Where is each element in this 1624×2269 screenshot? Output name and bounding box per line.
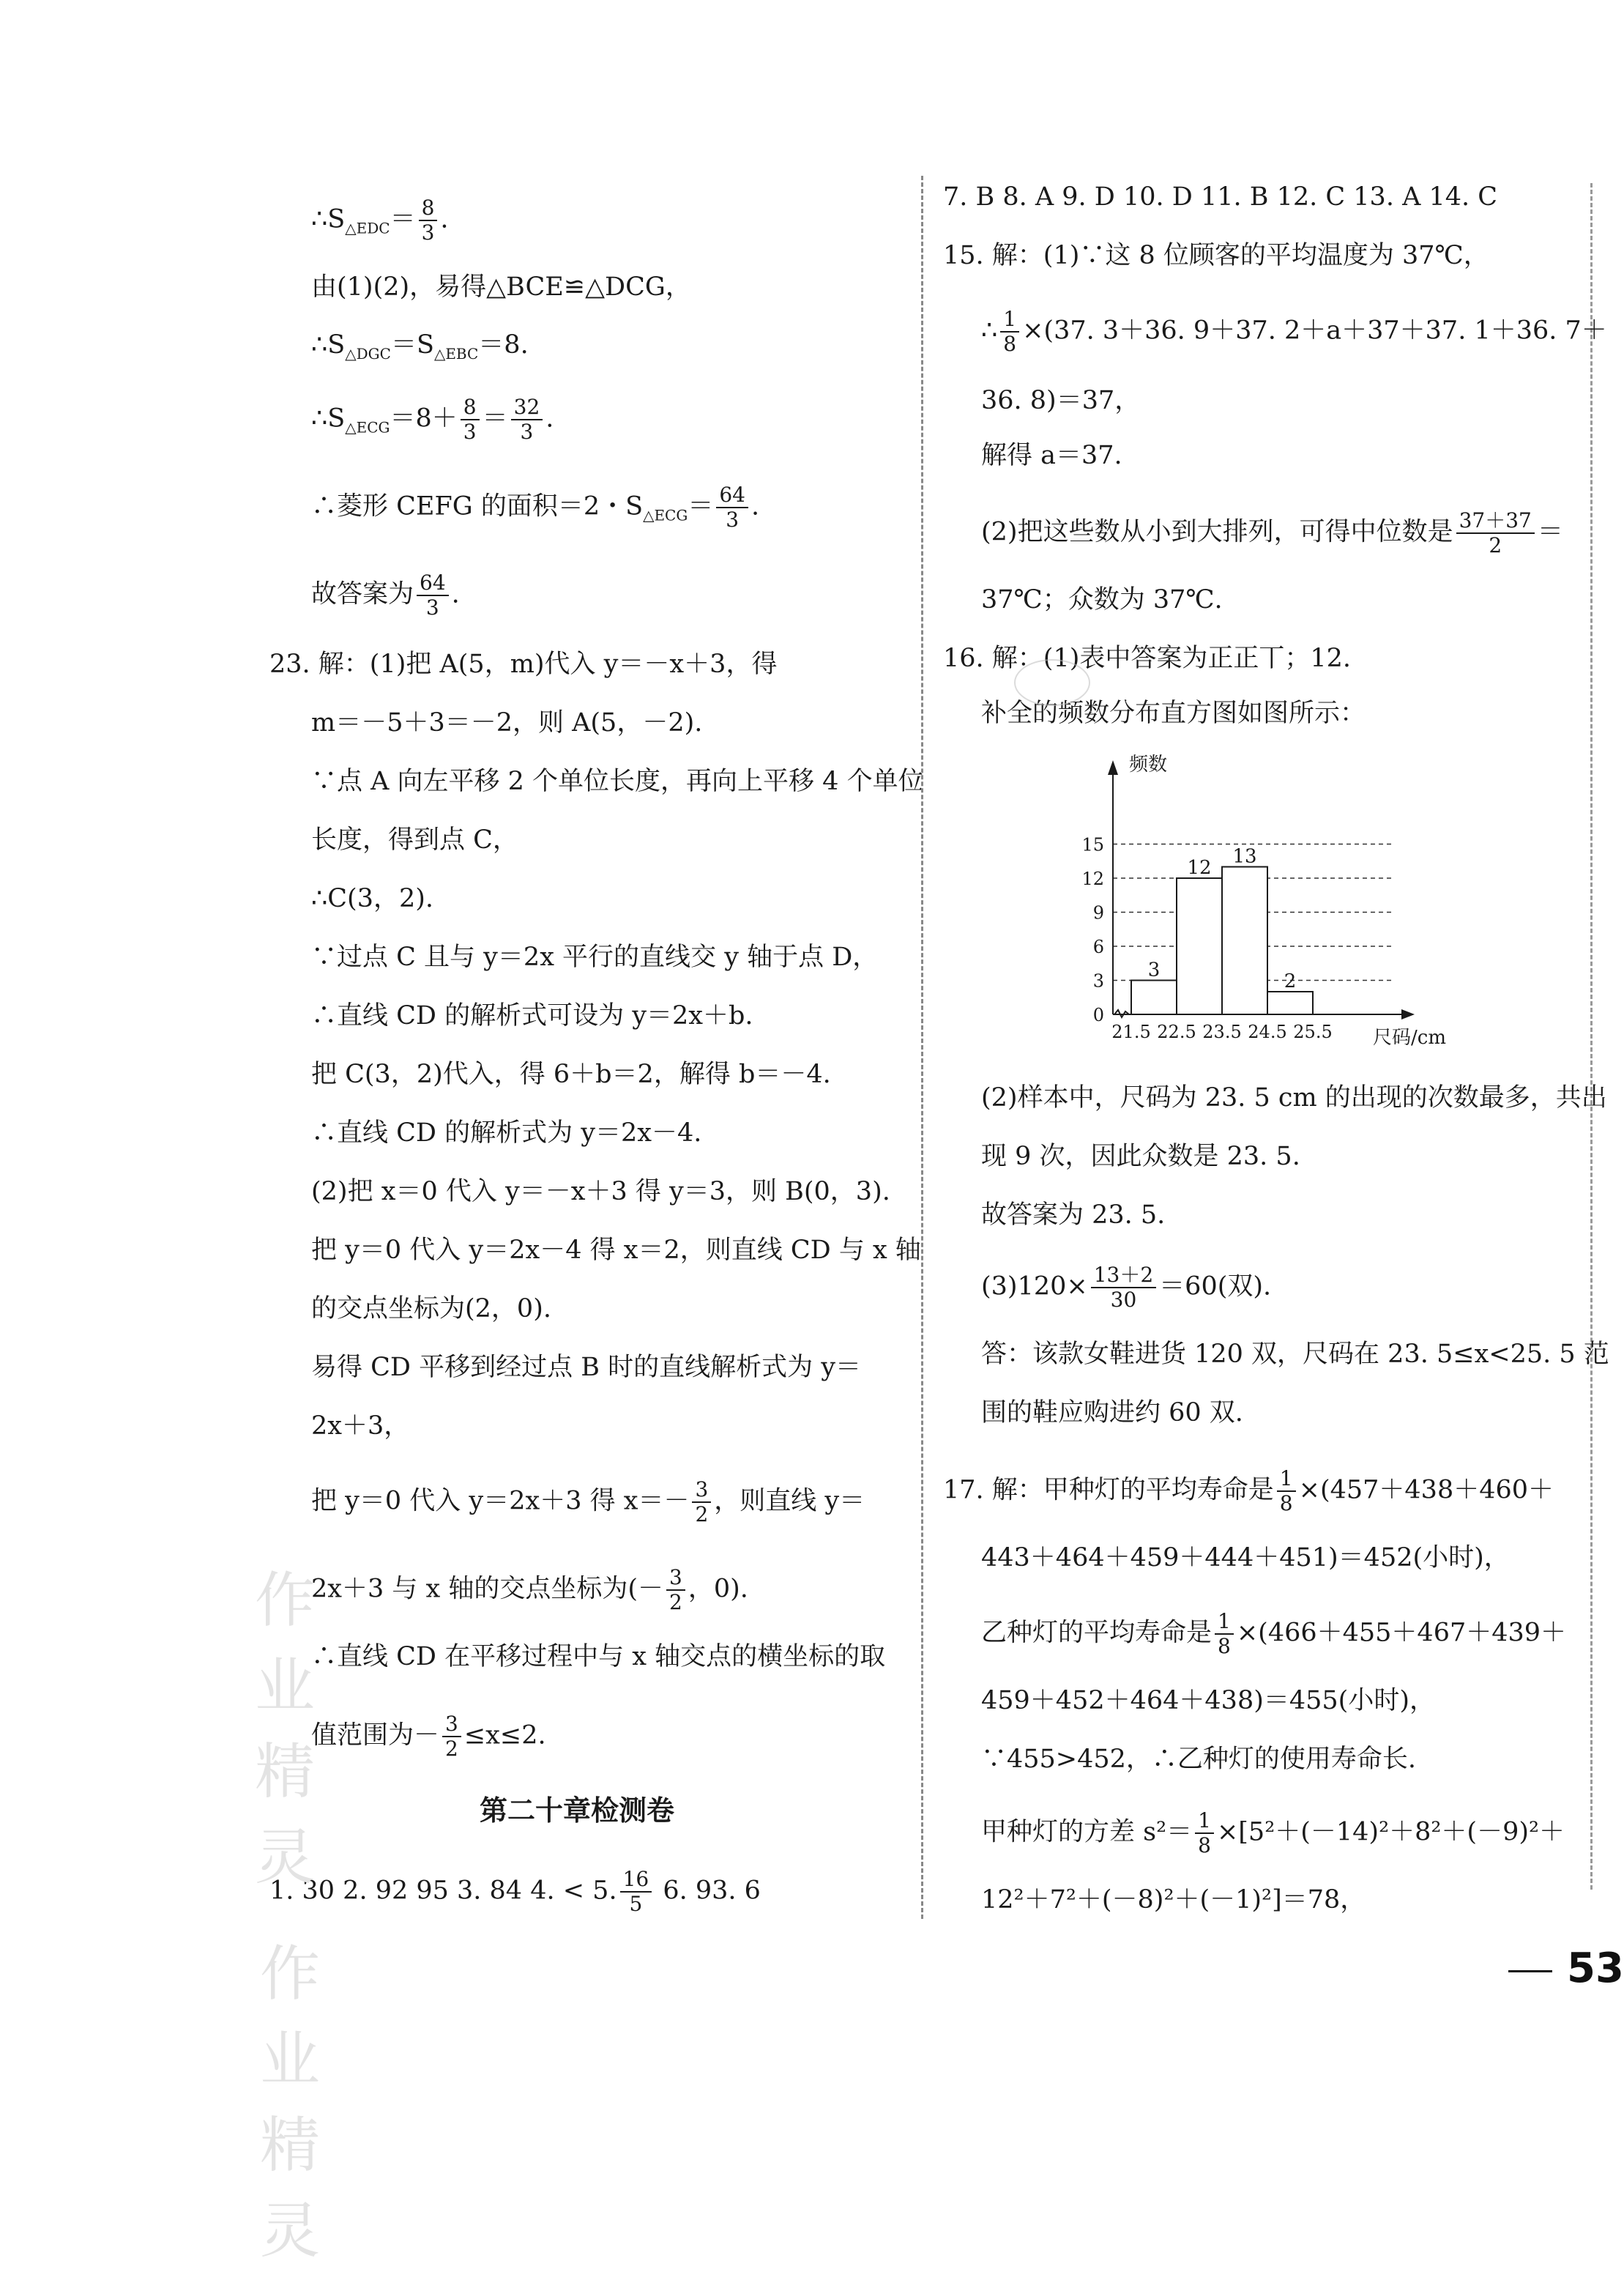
q16-line-5: 故答案为 23. 5. (981, 1200, 1166, 1230)
x-tick-label: 21.5 (1111, 1022, 1151, 1042)
histogram-bar (1267, 992, 1313, 1014)
text: ＝8＋ (390, 404, 458, 434)
numerator: 64 (417, 571, 449, 596)
q16-line-7: 答：该款女鞋进货 120 双，尺码在 23. 5≤x<25. 5 范 (981, 1340, 1609, 1369)
q17-line-1 (943, 1467, 1554, 1515)
numerator: 1 (1000, 308, 1019, 333)
q23-line-1: 23. 解：(1)把 A(5，m)代入 y＝－x＋3，得 (269, 650, 778, 679)
text: ＝S (390, 330, 434, 360)
fraction (1277, 1467, 1296, 1515)
q16-line-3: (2)样本中，尺码为 23. 5 cm 的出现的次数最多，共出 (981, 1083, 1607, 1113)
q23-line-4: 长度，得到点 C， (311, 825, 518, 855)
text: (2)把这些数从小到大排列，可得中位数是 (981, 517, 1453, 547)
q23-line-14: 2x＋3， (311, 1411, 410, 1441)
watermark: 作业精灵 (255, 1566, 326, 1893)
text: ＝8. (478, 330, 529, 360)
numerator: 1 (1277, 1467, 1296, 1492)
denominator: 3 (726, 508, 740, 532)
text: ×(457＋438＋460＋ (1298, 1475, 1554, 1505)
numerator: 8 (419, 196, 438, 221)
chapter-title: 第二十章检测卷 (480, 1794, 675, 1827)
faint-stamp (1014, 659, 1090, 706)
fraction (1456, 509, 1535, 557)
q17-line-7: 12²＋7²＋(－8)²＋(－1)²]＝78， (981, 1885, 1366, 1915)
q23-line-8: 把 C(3，2)代入，得 6＋b＝2，解得 b＝－4. (311, 1060, 831, 1089)
y-tick-label: 3 (1092, 970, 1104, 992)
text: ∴ (981, 316, 998, 346)
x-axis-title: 尺码/cm (1373, 1027, 1446, 1049)
line-s-ecg (311, 396, 554, 445)
text: 故答案为 (311, 579, 414, 609)
text: ，0). (688, 1574, 748, 1604)
denominator: 2 (1489, 533, 1502, 557)
x-tick-label: 25.5 (1293, 1022, 1333, 1042)
denominator: 8 (1198, 1833, 1211, 1857)
q23-line-13: 易得 CD 平移到经过点 B 时的直线解析式为 y＝ (311, 1353, 861, 1382)
text: . (545, 404, 554, 434)
subscript: △EBC (433, 345, 479, 363)
text: ＝ (482, 404, 508, 434)
q16-line-8: 围的鞋应购进约 60 双. (981, 1398, 1243, 1427)
q15-line-1: 15. 解：(1)∵这 8 位顾客的平均温度为 37℃， (943, 241, 1489, 270)
text: . (751, 491, 760, 521)
denominator: 3 (421, 220, 435, 245)
text: ∴S (311, 330, 346, 360)
text: ×(466＋455＋467＋439＋ (1236, 1618, 1567, 1648)
chapter-answers-line (269, 1868, 761, 1916)
text: ∴S (311, 404, 346, 434)
line-s-edc (311, 196, 449, 246)
denominator: 8 (1218, 1634, 1231, 1658)
q15-line-6: 37℃；众数为 37℃. (981, 585, 1223, 614)
x-tick-label: 23.5 (1202, 1022, 1242, 1042)
y-tick-label: 12 (1081, 869, 1104, 889)
y-axis-arrow (1108, 760, 1118, 775)
subscript: △DGC (345, 345, 391, 363)
text: (3)120× (981, 1271, 1088, 1301)
q23-line-12: 的交点坐标为(2，0). (311, 1294, 551, 1323)
fraction (716, 483, 748, 532)
y-tick-label: 0 (1092, 1005, 1104, 1025)
denominator: 2 (669, 1590, 682, 1614)
page-number-dash (1508, 1970, 1552, 1972)
fraction (511, 396, 543, 444)
bar-value-label: 12 (1187, 857, 1212, 879)
text: ∴菱形 CEFG 的面积＝2・S (311, 491, 644, 521)
line-congruent: 由(1)(2)，易得△BCE≌△DCG， (311, 272, 691, 302)
q16-line-6 (981, 1263, 1271, 1312)
q23-line-5: ∴C(3，2). (311, 884, 434, 913)
fraction (1195, 1809, 1214, 1857)
q16-line-1: 16. 解：(1)表中答案为正正丅；12. (943, 644, 1352, 673)
q23-line-11: 把 y＝0 代入 y＝2x－4 得 x＝2，则直线 CD 与 x 轴 (311, 1236, 921, 1265)
fraction (417, 571, 449, 620)
x-tick-label: 22.5 (1157, 1022, 1196, 1042)
text: 把 y＝0 代入 y＝2x＋3 得 x＝－ (311, 1486, 690, 1516)
q15-line-2 (981, 308, 1607, 356)
q23-line-7: ∴直线 CD 的解析式可设为 y＝2x＋b. (311, 1001, 753, 1030)
q16-line-4: 现 9 次，因此众数是 23. 5. (981, 1142, 1300, 1171)
fraction (666, 1566, 685, 1614)
fraction (1091, 1263, 1156, 1312)
text: ＝ (688, 491, 714, 521)
numerator: 1 (1195, 1809, 1214, 1834)
page-number: 53 (1567, 1945, 1624, 1992)
q17-line-6 (981, 1809, 1565, 1857)
q15-line-4: 解得 a＝37. (981, 441, 1122, 470)
frequency-histogram (1062, 747, 1446, 1062)
fraction (419, 196, 438, 245)
q23-line-15 (311, 1478, 865, 1526)
subscript: △ECG (643, 506, 688, 524)
text: 甲种灯的方差 s²＝ (981, 1817, 1193, 1847)
numerator: 13＋2 (1091, 1263, 1156, 1288)
text: 2x＋3 与 x 轴的交点坐标为(－ (311, 1574, 664, 1604)
multiple-choice-answers: 7. B 8. A 9. D 10. D 11. B 12. C 13. A 14. C (943, 182, 1498, 212)
histogram-bar (1222, 867, 1267, 1015)
line-answer-64-3 (311, 571, 460, 620)
denominator: 2 (695, 1502, 709, 1526)
y-tick-label: 15 (1081, 834, 1104, 855)
numerator: 1 (1215, 1610, 1234, 1635)
text: 1. 30 2. 92 95 3. 84 4. < 5. (269, 1876, 617, 1906)
subscript: △ECG (345, 418, 390, 437)
text: ＝ (390, 204, 416, 234)
q17-line-2: 443＋464＋459＋444＋451)＝452(小时)， (981, 1543, 1510, 1572)
line-rhombus-area (311, 483, 759, 533)
text: . (440, 204, 449, 234)
denominator: 3 (463, 420, 477, 444)
q15-line-5 (981, 509, 1563, 557)
x-tick-label: 24.5 (1248, 1022, 1287, 1042)
fraction (461, 396, 480, 444)
numerator: 3 (692, 1478, 711, 1503)
fraction (442, 1712, 461, 1761)
bar-value-label: 13 (1232, 845, 1257, 868)
q23-line-17: ∴直线 CD 在平移过程中与 x 轴交点的横坐标的取 (311, 1642, 886, 1671)
numerator: 32 (511, 396, 543, 420)
denominator: 8 (1003, 332, 1017, 356)
q23-line-2: m＝－5＋3＝－2，则 A(5，－2). (311, 708, 703, 738)
denominator: 2 (445, 1737, 458, 1761)
denominator: 5 (629, 1892, 643, 1916)
text: ×[5²＋(－14)²＋8²＋(－9)²＋ (1216, 1817, 1565, 1847)
histogram-bar (1177, 878, 1222, 1014)
q23-line-18 (311, 1712, 546, 1761)
text: 17. 解：甲种灯的平均寿命是 (943, 1475, 1274, 1505)
text: ＝ (1537, 517, 1563, 547)
q17-line-5: ∵455>452，∴乙种灯的使用寿命长. (981, 1745, 1417, 1774)
q17-line-3 (981, 1610, 1566, 1658)
denominator: 3 (425, 595, 439, 620)
q23-line-3: ∵点 A 向左平移 2 个单位长度，再向上平移 4 个单位 (311, 767, 924, 796)
denominator: 3 (520, 420, 534, 444)
q23-line-10: (2)把 x＝0 代入 y＝－x＋3 得 y＝3，则 B(0，3). (311, 1177, 890, 1206)
text: ×(37. 3＋36. 9＋37. 2＋a＋37＋37. 1＋36. 7＋ (1022, 316, 1607, 346)
text: ＝60(双). (1159, 1271, 1272, 1301)
q23-line-6: ∵过点 C 且与 y＝2x 平行的直线交 y 轴于点 D， (311, 943, 879, 972)
q16-line-2: 补全的频数分布直方图如图所示： (981, 699, 1366, 728)
subscript: △EDC (345, 219, 390, 237)
text: 6. 93. 6 (655, 1876, 761, 1906)
text: . (451, 579, 460, 609)
denominator: 8 (1279, 1491, 1293, 1515)
numerator: 37＋37 (1456, 509, 1535, 534)
denominator: 30 (1110, 1288, 1137, 1312)
fraction (692, 1478, 711, 1526)
line-s-dgc (311, 327, 529, 371)
text: ∴S (311, 204, 346, 234)
y-tick-label: 9 (1092, 902, 1104, 924)
q23-line-16 (311, 1566, 748, 1614)
numerator: 64 (716, 483, 748, 508)
watermark: 作业精灵 (260, 1939, 331, 2266)
text: ，则直线 y＝ (714, 1486, 865, 1516)
q23-line-9: ∴直线 CD 的解析式为 y＝2x－4. (311, 1118, 702, 1148)
y-tick-label: 6 (1092, 937, 1104, 957)
x-axis-arrow (1401, 1009, 1415, 1020)
bar-value-label: 2 (1284, 970, 1297, 992)
column-divider (921, 176, 923, 1919)
fraction (1215, 1610, 1234, 1658)
numerator: 16 (620, 1868, 652, 1893)
page-edge-marks (1590, 183, 1593, 1890)
bar-value-label: 3 (1147, 959, 1161, 981)
q17-line-4: 459＋452＋464＋438)＝455(小时)， (981, 1686, 1435, 1715)
text: ≤x≤2. (463, 1720, 546, 1750)
histogram-bar (1131, 981, 1177, 1015)
fraction (1000, 308, 1019, 356)
text: 乙种灯的平均寿命是 (981, 1618, 1213, 1648)
q15-line-3: 36. 8)＝37， (981, 386, 1141, 415)
text: 值范围为－ (311, 1720, 440, 1750)
numerator: 3 (666, 1566, 685, 1591)
fraction (620, 1868, 652, 1916)
y-axis-title: 频数 (1129, 754, 1168, 776)
numerator: 3 (442, 1712, 461, 1737)
numerator: 8 (461, 396, 480, 420)
